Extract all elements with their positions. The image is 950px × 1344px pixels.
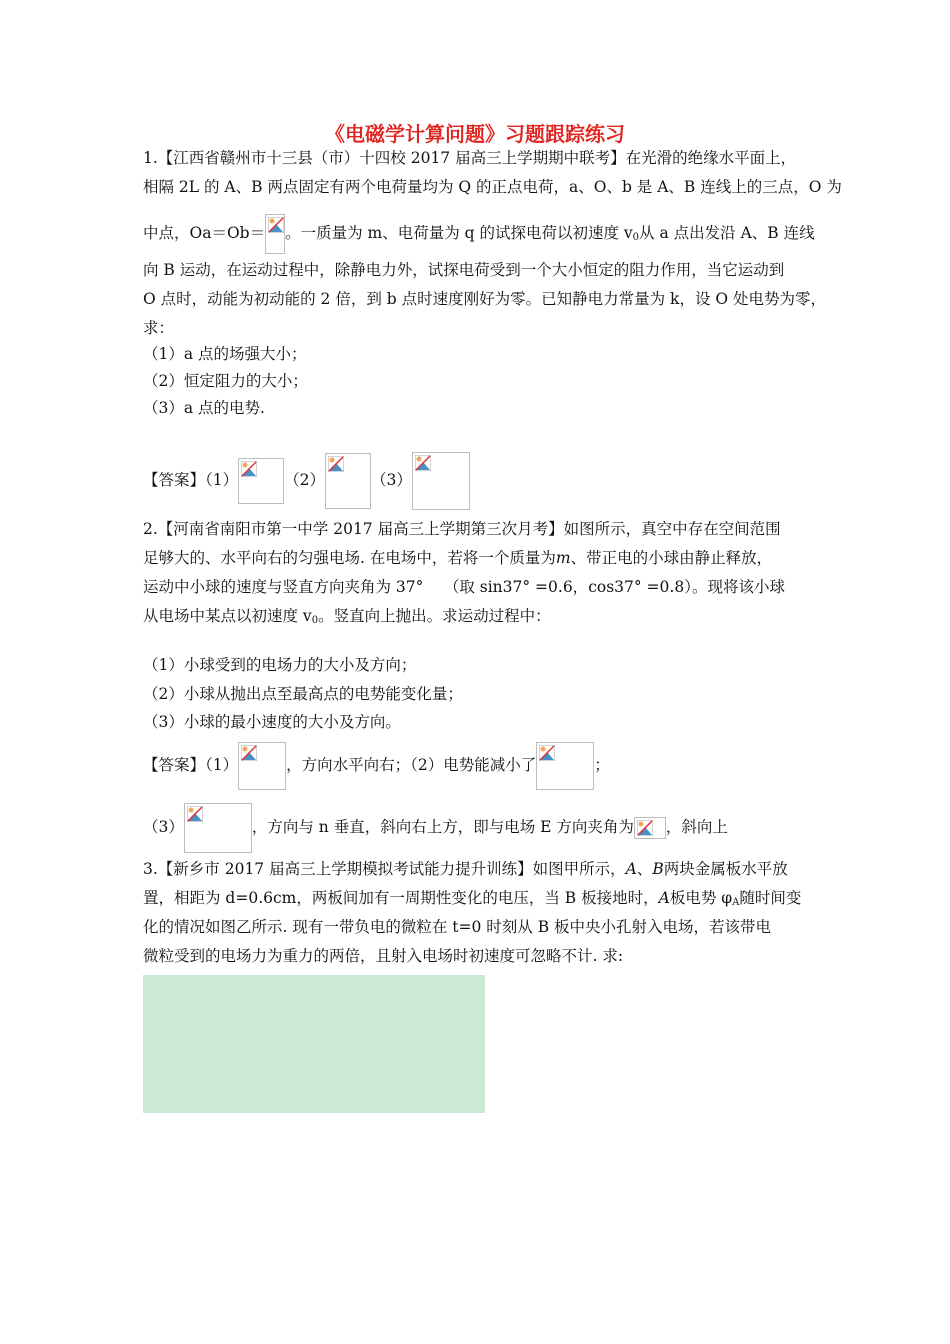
q2-item-1-text: （1）小球受到的电场力的大小及方向 <box>143 656 401 674</box>
q3-line-1 <box>143 858 788 880</box>
formula-image-icon <box>412 452 470 510</box>
q2-line-4a: 从电场中某点以初速度 v <box>143 607 312 625</box>
page-title: 《电磁学计算问题》习题跟踪练习 <box>325 122 625 146</box>
q1-line-1: 1.【江西省赣州市十三县（市）十四校 2017 届高三上学期期中联考】在光滑的绝缘水平面上， <box>143 149 797 167</box>
q2-line-2 <box>143 547 772 569</box>
q2-item-3: （3）小球的最小速度的大小及方向。 <box>143 713 401 731</box>
q2-ans1-prefix: （1） <box>205 756 239 774</box>
q1-answer-part-2: （2） <box>284 471 326 489</box>
q2-v0-sub: 0 <box>311 615 319 626</box>
q2-ans3-end: ，斜向上 <box>665 818 728 836</box>
q3-plate-b: B <box>652 860 664 878</box>
q3-phi-sub: A <box>732 897 740 908</box>
q2-line-1: 2.【河南省南阳市第一中学 2017 届高三上学期第三次月考】如图所示，真空中存在空间范围 <box>143 520 781 538</box>
q2-answer-label: 【答案】 <box>143 756 206 774</box>
formula-image-icon <box>325 453 371 509</box>
q2-item-2: （2）小球从抛出点至最高点的电势能变化量； <box>143 685 463 703</box>
q1-line-6: 求： <box>143 319 175 337</box>
q1-line-3a: 中点，Oa＝Ob＝ <box>143 224 266 242</box>
q1-line-3c: 从 a 点出发沿 A、B 连线 <box>639 224 815 242</box>
formula-image-icon <box>536 742 594 790</box>
q2-item-1-end: ； <box>400 656 417 674</box>
q2-ans1-end: ； <box>594 756 610 774</box>
q2-ans1-mid: ，方向水平向右；（2）电势能减小了 <box>286 756 537 774</box>
formula-image-icon <box>238 742 286 790</box>
q1-v0-sub: 0 <box>632 232 640 243</box>
q3-plate-a-2: A <box>658 889 670 907</box>
q3-line-1a: 3.【新乡市 2017 届高三上学期模拟考试能力提升训练】如图甲所示， <box>143 860 626 878</box>
q1-line-4: 向 B 运动，在运动过程中，除静电力外，试探电荷受到一个大小恒定的阻力作用，当它运动到 <box>143 261 785 279</box>
q1-answer-part-3: （3） <box>371 471 412 489</box>
q1-item-3: （3）a 点的电势. <box>143 399 265 417</box>
q2-answer-1 <box>143 740 610 790</box>
q3-line-2a: 置，相距为 d=0.6cm，两板间加有一周期性变化的电压，当 B 板接地时， <box>143 889 659 907</box>
q1-answer <box>143 452 470 510</box>
q3-line-1b: 两块金属板水平放 <box>663 860 788 878</box>
q2-answer-3 <box>143 802 728 853</box>
q3-line-2c: 随时间变 <box>739 889 802 907</box>
q1-line-3 <box>143 214 815 254</box>
formula-image-icon <box>184 803 252 853</box>
q2-item-1 <box>143 654 416 676</box>
q2-line-4b: 。竖直向上抛出。求运动过程中： <box>318 607 551 625</box>
q2-line-2a: 足够大的、水平向右的匀强电场. 在电场中，若将一个质量为 <box>143 549 556 567</box>
q2-mass-m: m <box>555 549 571 567</box>
q1-answer-part-1: （1） <box>205 471 239 489</box>
q3-plate-a: A <box>625 860 637 878</box>
q1-line-3b: 。一质量为 m、电荷量为 q 的试探电荷以初速度 v <box>285 224 633 242</box>
q2-ans3-prefix: （3） <box>143 818 184 836</box>
q3-line-1-sep: 、 <box>636 860 653 878</box>
q2-ans3-mid: ，方向与 n 垂直，斜向右上方，即与电场 E 方向夹角为 <box>251 818 634 836</box>
q2-line-2b: 、带正电的小球由静止释放， <box>570 549 773 567</box>
q2-line-3: 运动中小球的速度与竖直方向夹角为 37° （取 sin37° =0.6，cos37° =0.8）。现将该小球 <box>143 578 785 596</box>
formula-image-icon <box>265 214 285 254</box>
q3-line-3: 化的情况如图乙所示. 现有一带负电的微粒在 t=0 时刻从 B 板中央小孔射入电场，若该带电 <box>143 918 772 936</box>
q3-line-4: 微粒受到的电场力为重力的两倍，且射入电场时初速度可忽略不计. 求: <box>143 947 624 965</box>
formula-image-icon <box>238 458 284 504</box>
q2-line-4 <box>143 605 551 632</box>
q3-line-2b: 板电势 φ <box>669 889 733 907</box>
q1-line-5: O 点时，动能为初动能的 2 倍，到 b 点时速度刚好为零。已知静电力常量为 k，设 O 处电势为零， <box>143 290 827 308</box>
q1-line-2: 相隔 2L 的 A、B 两点固定有两个电荷量均为 Q 的正点电荷，a、O、b 是 A、B 连线上的三点，O 为 <box>143 178 842 196</box>
figure-placeholder <box>143 975 485 1113</box>
q3-line-2 <box>143 887 801 914</box>
q1-item-2: （2）恒定阻力的大小； <box>143 372 308 390</box>
q1-item-1: （1）a 点的场强大小； <box>143 345 307 363</box>
formula-image-icon <box>634 817 666 839</box>
q1-answer-label: 【答案】 <box>143 471 206 489</box>
